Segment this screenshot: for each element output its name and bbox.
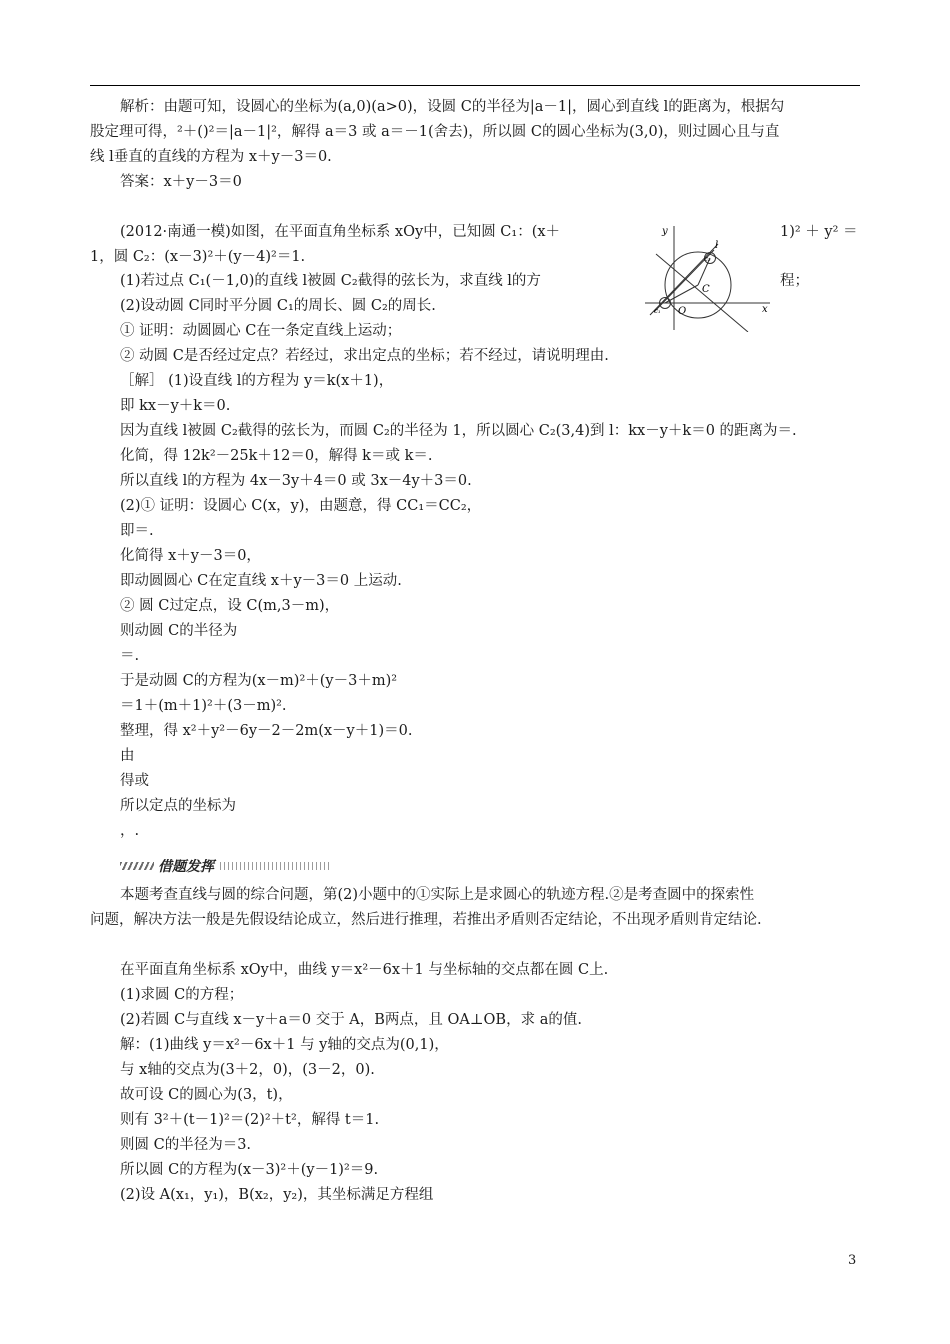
- solution-line: 于是动圆 C的方程为(x－m)²＋(y－3＋m)²: [120, 673, 398, 689]
- problem-line: 程；: [780, 273, 809, 289]
- problem2-line: 与 x轴的交点为(3＋2，0)，(3－2，0).: [120, 1062, 375, 1078]
- problem-line: 1)² ＋ y² ＝: [780, 224, 858, 240]
- solution-line: 即动圆圆心 C在定直线 x＋y－3＝0 上运动.: [120, 573, 402, 589]
- problem-line: ② 动圆 C是否经过定点？若经过，求出定点的坐标；若不经过，请说明理由.: [120, 348, 609, 364]
- solution-line: ② 圆 C过定点，设 C(m,3－m)，: [120, 598, 340, 614]
- problem2-line: 在平面直角坐标系 xOy中，曲线 y＝x²－6x＋1 与坐标轴的交点都在圆 C上.: [120, 962, 609, 978]
- solution-line: 即 kx－y＋k＝0.: [120, 398, 231, 414]
- problem-line: (1)若过点 C₁(－1,0)的直线 l被圆 C₂截得的弦长为，求直线 l的方: [120, 273, 541, 289]
- solution-line: 所以定点的坐标为: [120, 798, 236, 814]
- text-line: 线 l垂直的直线的方程为 x＋y－3＝0.: [90, 149, 332, 165]
- section-banner: [120, 857, 330, 875]
- label-y: y: [662, 226, 668, 237]
- solution-line: ＝1＋(m＋1)²＋(3－m)².: [120, 698, 287, 714]
- commentary-line: 本题考查直线与圆的综合问题，第(2)小题中的①实际上是求圆心的轨迹方程.②是考查圆中的探索性: [120, 887, 755, 903]
- solution-line: 化简得 x＋y－3＝0，: [120, 548, 261, 564]
- solution-line: 整理，得 x²＋y²－6y－2－2m(x－y＋1)＝0.: [120, 723, 413, 739]
- solution-line: ，.: [120, 823, 140, 839]
- solution-line: 因为直线 l被圆 C₂截得的弦长为，而圆 C₂的半径为 1，所以圆心 C₂(3,4)到 l：kx－y＋k＝0 的距离为＝.: [120, 423, 797, 439]
- label-l: l: [715, 240, 719, 251]
- solution-line: ＝.: [120, 648, 140, 664]
- solution-line: 由: [120, 748, 135, 764]
- label-c1: c₁: [654, 307, 661, 315]
- solution-line: 得或: [120, 773, 149, 789]
- problem2-line: (1)求圆 C的方程；: [120, 987, 244, 1003]
- banner-title: 借题发挥: [158, 859, 214, 875]
- label-c2: c₂: [704, 255, 711, 263]
- problem-line: ① 证明：动圆圆心 C在一条定直线上运动；: [120, 323, 402, 339]
- coordinate-figure: [640, 220, 780, 332]
- problem2-line: 故可设 C的圆心为(3，t)，: [120, 1087, 293, 1103]
- problem2-line: 所以圆 C的方程为(x－3)²＋(y－1)²＝9.: [120, 1162, 379, 1178]
- commentary-line: 问题，解决方法一般是先假设结论成立，然后进行推理，若推出矛盾则否定结论，不出现矛盾则肯定结论.: [90, 912, 762, 928]
- problem2-line: 则圆 C的半径为＝3.: [120, 1137, 252, 1153]
- text-line: 股定理可得，²＋()²＝|a－1|²，解得 a＝3 或 a＝－1(舍去)，所以圆 C的圆心坐标为(3,0)，则过圆心且与直: [90, 124, 780, 140]
- label-c: C: [702, 284, 710, 295]
- problem-line: 1，圆 C₂：(x－3)²＋(y－4)²＝1.: [90, 249, 306, 265]
- solution-line: 化简，得 12k²－25k＋12＝0，解得 k＝或 k＝.: [120, 448, 433, 464]
- label-o: O: [678, 306, 687, 317]
- answer-line: 答案：x＋y－3＝0: [120, 174, 242, 190]
- solution-line: 所以直线 l的方程为 4x－3y＋4＝0 或 3x－4y＋3＝0.: [120, 473, 472, 489]
- banner-dots: [220, 862, 330, 870]
- solution-line: 则动圆 C的半径为: [120, 623, 238, 639]
- problem-line: (2012·南通一模)如图，在平面直角坐标系 xOy中，已知圆 C₁：(x＋: [120, 224, 561, 240]
- problem2-line: 解：(1)曲线 y＝x²－6x＋1 与 y轴的交点为(0,1)，: [120, 1037, 449, 1053]
- solution-line: 即＝.: [120, 523, 154, 539]
- label-x: x: [762, 304, 768, 315]
- solution-line: (2)① 证明：设圆心 C(x，y)，由题意，得 CC₁＝CC₂，: [120, 498, 482, 514]
- solution-line: ［解］ (1)设直线 l的方程为 y＝k(x＋1)，: [120, 373, 394, 389]
- problem2-line: (2)设 A(x₁，y₁)，B(x₂，y₂)，其坐标满足方程组: [120, 1187, 434, 1203]
- banner-hatch: [120, 862, 154, 870]
- text-line: 解析：由题可知，设圆心的坐标为(a,0)(a>0)，设圆 C的半径为|a－1|，圆心到直线 l的距离为，根据勾: [120, 99, 785, 115]
- problem2-line: (2)若圆 C与直线 x－y＋a＝0 交于 A，B两点，且 OA⊥OB，求 a的值.: [120, 1012, 582, 1028]
- problem-line: (2)设动圆 C同时平分圆 C₁的周长、圆 C₂的周长.: [120, 298, 436, 314]
- page-number: 3: [848, 1253, 857, 1268]
- header-rule: [90, 85, 860, 86]
- problem2-line: 则有 3²＋(t－1)²＝(2)²＋t²，解得 t＝1.: [120, 1112, 380, 1128]
